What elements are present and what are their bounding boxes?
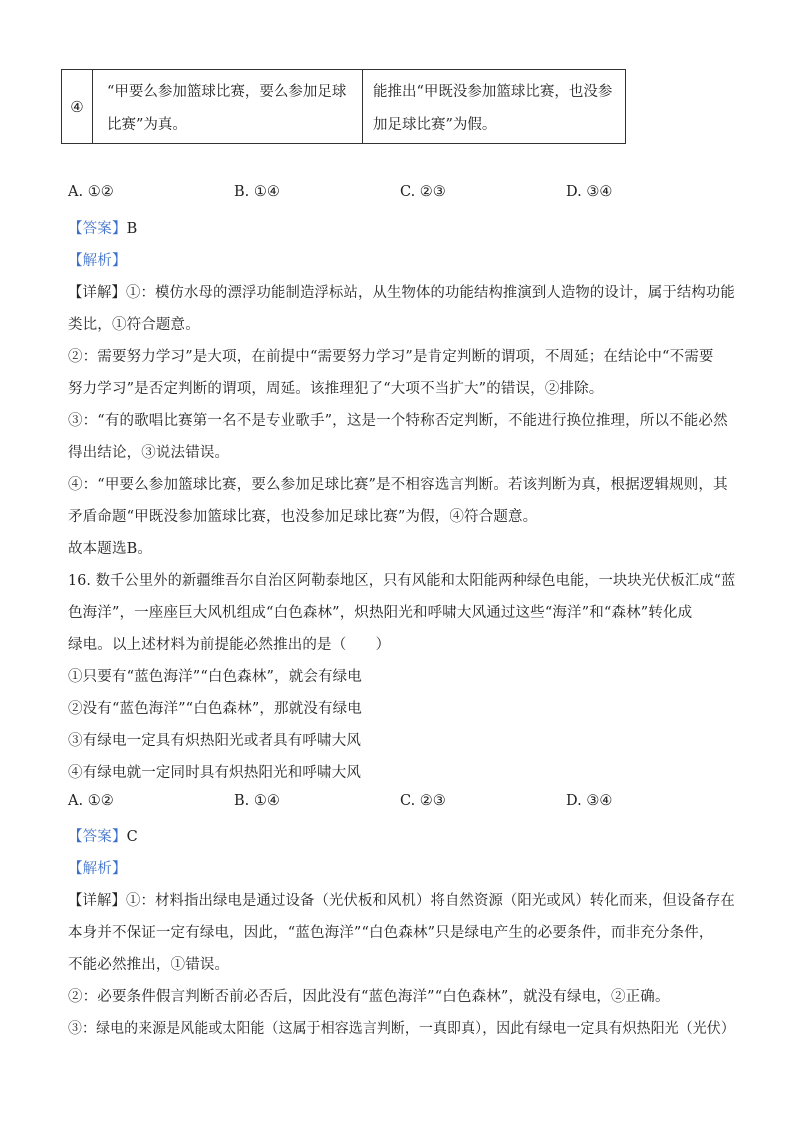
q16-stem-line: 16. 数千公里外的新疆维吾尔自治区阿勒泰地区，只有风能和太阳能两种绿色电能，一块块光伏板汇成“蓝 [68,573,736,589]
q15-detail-line: 得出结论，③说法错误。 [68,445,230,461]
q15-detail-line: ④：“甲要么参加篮球比赛，要么参加足球比赛”是不相容选言判断。若该判断为真，根据逻辑规则，其 [68,477,728,493]
q16-detail-line: 本身并不保证一定有绿电，因此，“蓝色海洋”“白色森林”只是绿电产生的必要条件，而非充分条件， [68,925,714,941]
q16-option-d: D. ③④ [566,793,613,809]
q15-detail-line: 矛盾命题“甲既没参加篮球比赛，也没参加足球比赛”为假，④符合题意。 [68,509,538,525]
premise-cell: “甲要么参加篮球比赛，要么参加足球比赛”为真。 [93,70,363,143]
q15-detail-line: ③：“有的歌唱比赛第一名不是专业歌手”，这是一个特称否定判断，不能进行换位推理，所以不能必然 [68,413,728,429]
q16-stem-line: 绿电。以上述材料为前提能必然推出的是（ ） [68,637,391,653]
q16-analysis-heading: 【解析】 [68,861,127,877]
answer-label: 【答案】 [68,221,127,237]
q16-statement: ③有绿电一定具有炽热阳光或者具有呼啸大风 [68,733,361,749]
detail-label: 【详解】 [68,285,126,301]
conclusion-cell: 能推出“甲既没参加篮球比赛，也没参加足球比赛”为假。 [373,84,613,133]
q15-detail-line: ②：需要努力学习”是大项，在前提中“需要努力学习”是肯定判断的谓项，不周延；在结论中“不需要 [68,349,714,365]
q16-statement: ④有绿电就一定同时具有炽热阳光和呼啸大风 [68,765,361,781]
q16-option-b: B. ①④ [234,793,280,809]
q15-detail-line: 努力学习”是否定判断的谓项，周延。该推理犯了“大项不当扩大”的错误，②排除。 [68,381,604,397]
q16-detail-line: ③：绿电的来源是风能或太阳能（这属于相容选言判断，一真即真），因此有绿电一定具有炽热阳光（光伏） [68,1021,735,1037]
q16-statement: ①只要有“蓝色海洋”“白色森林”，就会有绿电 [68,669,362,685]
answer-label: 【答案】 [68,829,127,845]
q16-option-c: C. ②③ [400,793,446,809]
q15-option-b: B. ①④ [234,184,280,200]
answer-value: B [126,221,138,237]
q15-option-a: A. ①② [68,184,114,200]
q16-detail-line: ②：必要条件假言判断否前必否后，因此没有“蓝色海洋”“白色森林”，就没有绿电，②正确。 [68,989,670,1005]
q16-detail-line: 【详解】①：材料指出绿电是通过设备（光伏板和风机）将自然资源（阳光或风）转化而来，但设备存在 [68,893,735,909]
answer-value: C [126,829,138,845]
q15-conclusion: 故本题选B。 [68,541,153,557]
q15-detail-line: 类比，①符合题意。 [68,317,200,333]
q15-answer [68,217,137,238]
q16-statement: ②没有“蓝色海洋”“白色森林”，那就没有绿电 [68,701,362,717]
q16-stem-line: 色海洋”，一座座巨大风机组成“白色森林”，炽热阳光和呼啸大风通过这些“海洋”和“森林”转化成 [68,605,693,621]
q16-option-a: A. ①② [68,793,114,809]
row-number: ④ [62,70,93,143]
detail-label: 【详解】 [68,893,126,909]
q16-answer [68,825,138,846]
option-table-row [61,69,626,144]
q15-detail-line: 【详解】①：模仿水母的漂浮功能制造浮标站，从生物体的功能结构推演到人造物的设计，属于结构功能 [68,285,735,301]
q15-analysis-heading: 【解析】 [68,253,127,269]
q15-option-c: C. ②③ [400,184,446,200]
q15-option-d: D. ③④ [566,184,613,200]
q16-detail-line: 不能必然推出，①错误。 [68,957,230,973]
